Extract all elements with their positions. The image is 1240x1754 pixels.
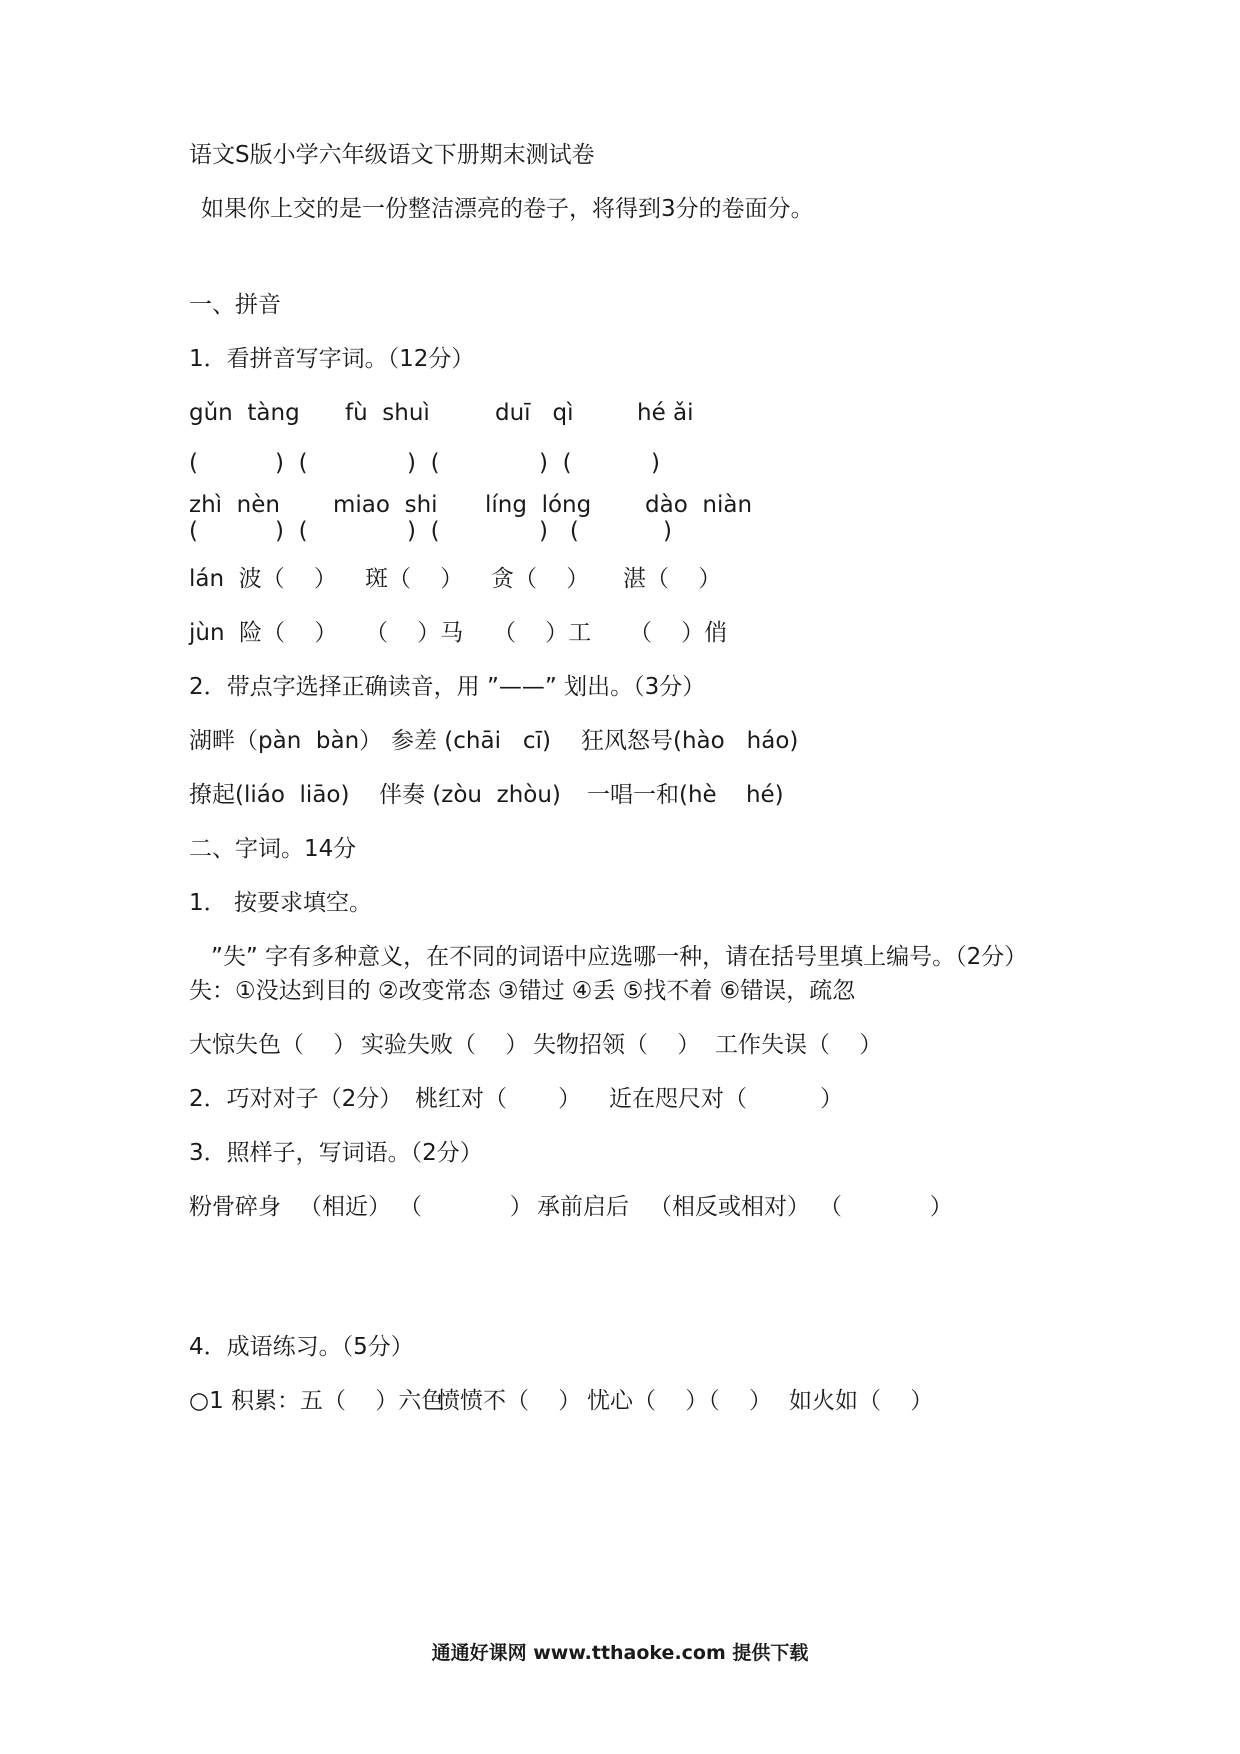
word-blank[interactable]: 实验失败（ ）	[361, 1032, 529, 1058]
couplet-blank[interactable]: 桃红对（ ）	[415, 1086, 582, 1112]
pronunciation-choice[interactable]: 伴奏 (zòu zhòu)	[379, 782, 561, 808]
paren-mark: (	[189, 518, 198, 544]
idiom-blank[interactable]: ○1 积累：五（ ）六色	[189, 1388, 445, 1414]
answer-parens-row-1[interactable]	[189, 448, 1089, 478]
paren-mark: ) (	[275, 518, 308, 544]
page-title: 语文S版小学六年级语文下册期末测试卷	[189, 142, 595, 168]
lan-row	[189, 564, 1089, 594]
question-2-1-label: 1． 按要求填空。	[189, 890, 372, 916]
jun-row	[189, 618, 1089, 648]
answer-blank[interactable]: （ ）	[819, 1194, 953, 1220]
pinyin-item: gǔn tàng	[189, 400, 300, 426]
example-word: 粉骨碎身	[189, 1194, 281, 1220]
section-2-heading: 二、字词。14分	[189, 836, 357, 862]
pronunciation-choice[interactable]: 一唱一和(hè hé)	[587, 782, 784, 808]
footer-source: 通通好课网 www.tthaoke.com 提供下载	[431, 1642, 809, 1664]
relation-label: （相近）	[299, 1194, 391, 1220]
word-blank[interactable]: 失物招领（ ）	[533, 1032, 701, 1058]
question-2-3-label: 3．照样子，写词语。（2分）	[189, 1140, 483, 1166]
shi-meanings: 失：①没达到目的 ②改变常态 ③错过 ④丢 ⑤找不着 ⑥错误，疏忽	[189, 978, 856, 1004]
question-1-1-label: 1．看拼音写字词。（12分）	[189, 346, 475, 372]
pinyin-item: zhì nèn	[189, 492, 280, 518]
paren-mark: ) (	[407, 450, 440, 476]
word-blank[interactable]: （ ）工	[493, 620, 592, 646]
word-blank[interactable]: （ ）马	[365, 620, 464, 646]
idiom-blank[interactable]: 如火如（ ）	[789, 1388, 934, 1414]
relation-label: （相反或相对）	[649, 1194, 810, 1220]
paren-mark: ) (	[407, 518, 440, 544]
paren-mark: (	[189, 450, 198, 476]
shi-instruction: ”失” 字有多种意义，在不同的词语中应选哪一种，请在括号里填上编号。（2分）	[211, 944, 1028, 970]
answer-parens-row-2[interactable]	[189, 516, 1089, 546]
idiom-row	[189, 1386, 1089, 1416]
word-blank[interactable]: lán 波（ ）	[189, 566, 337, 592]
paren-mark: ) (	[539, 518, 579, 544]
couplet-row	[189, 1084, 1089, 1114]
pronunciation-row-1	[189, 726, 1089, 756]
paren-mark: )	[663, 518, 672, 544]
answer-blank[interactable]: （ ）	[399, 1194, 533, 1220]
pronunciation-choice[interactable]: 撩起(liáo liāo)	[189, 782, 350, 808]
idiom-blank[interactable]: 忧心（ ）（ ）	[587, 1388, 772, 1414]
couplet-blank[interactable]: 近在咫尺对（ ）	[609, 1086, 844, 1112]
example-word: 承前启后	[537, 1194, 629, 1220]
paren-mark: ) (	[539, 450, 572, 476]
pinyin-item: dào niàn	[645, 492, 753, 518]
pronunciation-choice[interactable]: 狂风怒号(hào háo)	[581, 728, 799, 754]
word-blank[interactable]: 大惊失色（ ）	[189, 1032, 357, 1058]
neatness-note: 如果你上交的是一份整洁漂亮的卷子，将得到3分的卷面分。	[201, 196, 814, 222]
pinyin-row-1	[189, 398, 1089, 428]
paren-mark: ) (	[275, 450, 308, 476]
paren-mark: )	[651, 450, 660, 476]
section-1-heading: 一、拼音	[189, 292, 281, 318]
pinyin-item: hé ǎi	[637, 400, 694, 426]
pinyin-item: líng lóng	[485, 492, 592, 518]
pronunciation-choice[interactable]: 参差 (chāi cī)	[391, 728, 551, 754]
question-1-2-label: 2．带点字选择正确读音，用 ”——” 划出。（3分）	[189, 674, 706, 700]
example-words-row	[189, 1192, 1089, 1222]
pronunciation-row-2	[189, 780, 1089, 810]
word-blank[interactable]: 斑（ ）	[365, 566, 464, 592]
idiom-blank[interactable]: 愤愤不（ ）	[437, 1388, 582, 1414]
pinyin-item: fù shuì	[345, 400, 430, 426]
pronunciation-choice[interactable]: 湖畔（pàn bàn）	[189, 728, 383, 754]
question-2-2-label: 2．巧对对子（2分）	[189, 1086, 403, 1112]
pinyin-item: miao shi	[333, 492, 438, 518]
word-blank[interactable]: 湛（ ）	[623, 566, 722, 592]
pinyin-item: duī qì	[495, 400, 574, 426]
shi-words-row	[189, 1030, 1089, 1060]
word-blank[interactable]: （ ）俏	[629, 620, 728, 646]
word-blank[interactable]: jùn 险（ ）	[189, 620, 338, 646]
word-blank[interactable]: 工作失误（ ）	[715, 1032, 883, 1058]
word-blank[interactable]: 贪（ ）	[491, 566, 590, 592]
question-2-4-label: 4．成语练习。（5分）	[189, 1334, 414, 1360]
